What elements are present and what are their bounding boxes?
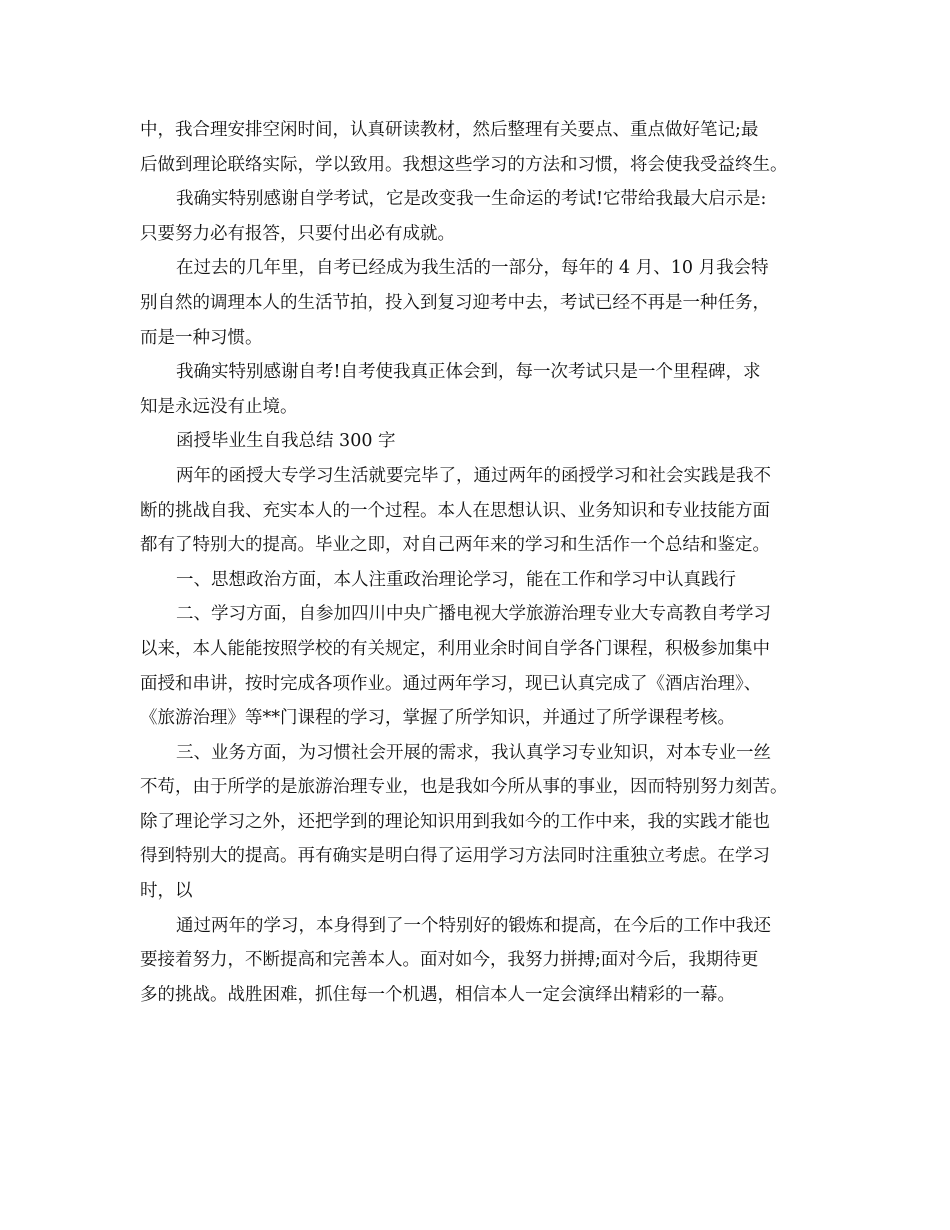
text-line: 中，我合理安排空闲时间，认真研读教材，然后整理有关要点、重点做好笔记;最 [140,120,759,140]
document-body [140,113,820,1012]
text-line: 得到特别大的提高。再有确实是明白得了运用学习方法同时注重独立考虑。在学习 [140,846,770,867]
section-heading: 函授毕业生自我总结 300 字 [176,431,396,452]
paragraph-start-line: 两年的函授大专学习生活就要完毕了，通过两年的函授学习和社会实践是我不 [176,465,771,486]
text-line: 《旅游治理》等**门课程的学习，掌握了所学知识，并通过了所学课程考核。 [140,708,735,729]
paragraph-start-line: 在过去的几年里，自考已经成为我生活的一部分，每年的 4 月、10 月我会特 [176,258,769,279]
text-line: 多的挑战。战胜困难，抓住每一个机遇，相信本人一定会演绎出精彩的一幕。 [140,984,735,1005]
paragraph-start-line: 三、业务方面，为习惯社会开展的需求，我认真学习专业知识，对本专业一丝 [176,742,771,763]
paragraph-start-line: 我确实特别感谢自学考试，它是改变我一生命运的考试!它带给我最大启示是: [176,189,767,210]
text-line: 而是一种习惯。 [140,327,263,348]
paragraph-start-line: 一、思想政治方面，本人注重政治理论学习，能在工作和学习中认真践行 [176,569,736,590]
text-line: 除了理论学习之外，还把学到的理论知识用到我如今的工作中来，我的实践才能也 [140,811,770,832]
text-line: 要接着努力，不断提高和完善本人。面对如今，我努力拼搏;面对今后，我期待更 [140,950,759,971]
paragraph-start-line: 二、学习方面，自参加四川中央广播电视大学旅游治理专业大专高教自考学习 [176,604,771,625]
text-line: 别自然的调理本人的生活节拍，投入到复习迎考中去，考试已经不再是一种任务， [140,292,770,313]
text-line: 断的挑战自我、充实本人的一个过程。本人在思想认识、业务知识和专业技能方面 [140,500,770,521]
text-line: 知是永远没有止境。 [140,396,298,417]
text-line: 面授和串讲，按时完成各项作业。通过两年学习，现已认真完成了《酒店治理》、 [140,673,762,694]
text-line: 时，以 [140,881,193,902]
text-line: 只要努力必有报答，只要付出必有成就。 [140,223,455,244]
paragraph-start-line: 通过两年的学习，本身得到了一个特别好的锻炼和提高，在今后的工作中我还 [176,915,771,936]
text-line: 后做到理论联络实际，学以致用。我想这些学习的方法和习惯，将会使我受益终生。 [140,154,788,175]
text-line: 不苟，由于所学的是旅游治理专业，也是我如今所从事的事业，因而特别努力刻苦。 [140,777,788,798]
text-line: 都有了特别大的提高。毕业之即，对自己两年来的学习和生活作一个总结和鉴定。 [140,535,770,556]
text-line: 以来，本人能能按照学校的有关规定，利用业余时间自学各门课程，积极参加集中 [140,638,770,659]
paragraph-start-line: 我确实特别感谢自考!自考使我真正体会到，每一次考试只是一个里程碑，求 [176,362,761,383]
